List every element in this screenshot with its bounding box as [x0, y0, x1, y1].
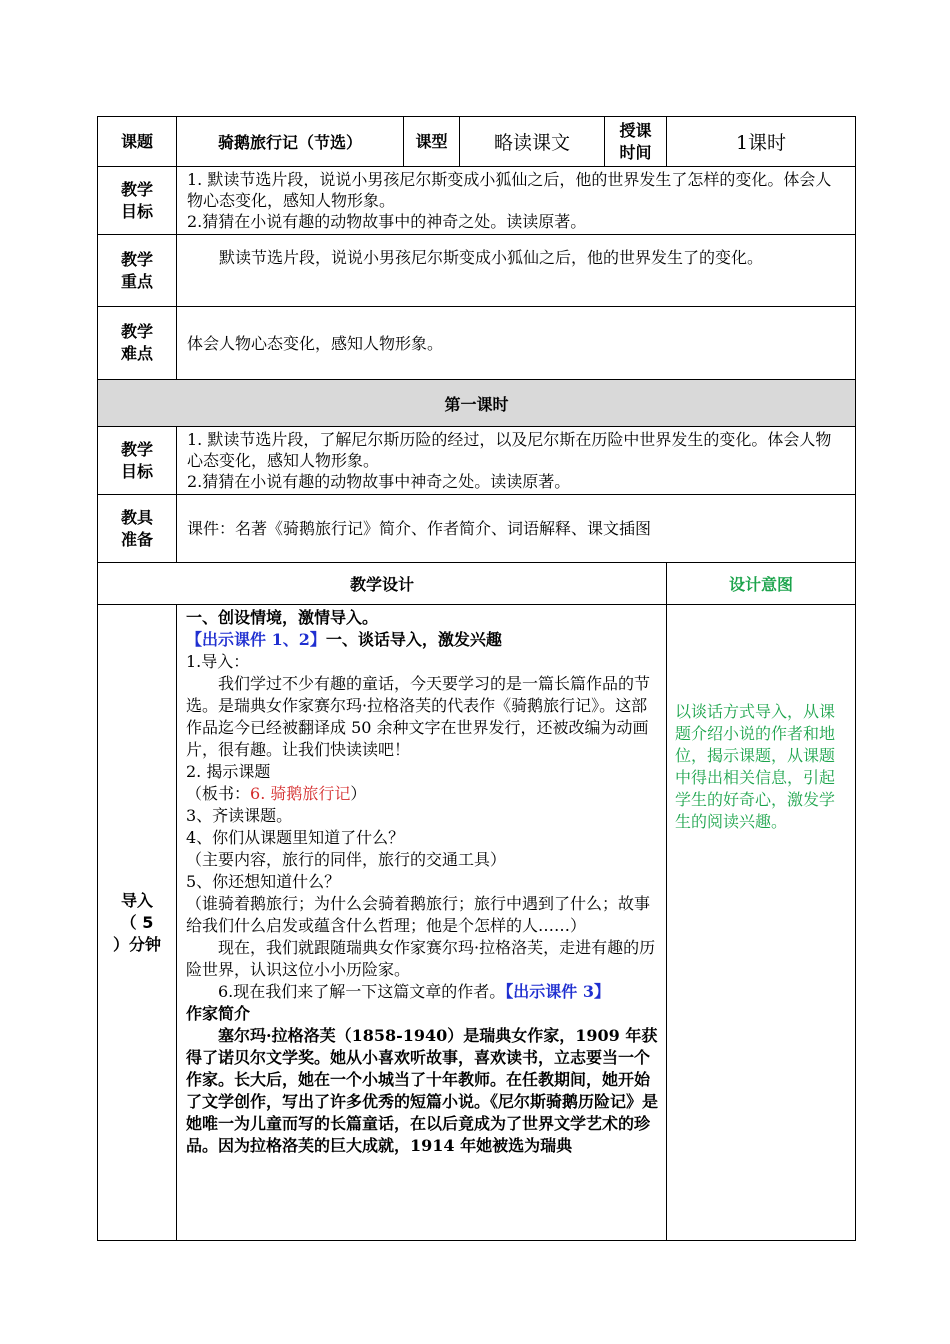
design-body-row	[98, 605, 856, 1241]
hours-label-line1: 授课	[619, 120, 652, 140]
goals-text	[177, 167, 856, 235]
design-answer-2: （谁骑着鹅旅行；为什么会骑着鹅旅行；旅行中遇到了什么；故事给我们什么启发或蕴含什么哲理；他是个怎样的人……）	[186, 894, 651, 935]
design-intro-text: 我们学过不少有趣的童话，今天要学习的是一篇长篇作品的节选。是瑞典女作家赛尔玛·拉格洛芙的代表作《骑鹅旅行记》。这部作品迄今已经被翻译成 50 余种文字在世界发行，还被改编为动画片，很有趣。让我们快读读吧！	[186, 674, 651, 759]
difficulties-label	[98, 307, 177, 380]
prep-row	[98, 495, 856, 563]
design-question-2: 5、你还想知道什么？	[186, 872, 341, 891]
keypoints-label	[98, 235, 177, 307]
prep-label-line1: 教具	[120, 507, 153, 527]
header-row	[98, 117, 856, 167]
keypoints-text	[177, 235, 856, 307]
goals-row	[98, 167, 856, 235]
author-profile-text: 塞尔玛·拉格洛芙（1858-1940）是瑞典女作家，1909 年获得了诺贝尔文学奖。她从小喜欢听故事，喜欢读书，立志要当一个作家。长大后，她在一个小城当了十年教师。在任教期间，她开始了文学创作，写出了许多优秀的短篇小说。《尼尔斯骑鹅历险记》是她唯一为儿童而写的长篇童话，在以后竟成为了世界文学艺术的珍品。因为拉格洛芙的巨大成就，1914 年她被选为瑞典	[186, 1026, 659, 1155]
prep-text: 课件：名著《骑鹅旅行记》简介、作者简介、词语解释、课文插图	[177, 495, 856, 563]
keypoints-label-line1: 教学	[120, 249, 153, 269]
design-intent: 以谈话方式导入，从课题介绍小说的作者和地位，揭示课题，从课题中得出相关信息，引起学生的好奇心，激发学生的阅读兴趣。	[667, 605, 856, 1241]
design-intro-label: 1.导入：	[186, 652, 250, 671]
design-read-title: 3、齐读课题。	[186, 806, 293, 825]
prep-label	[98, 495, 177, 563]
design-transition: 现在，我们就跟随瑞典女作家赛尔玛·拉格洛芙，走进有趣的历险世界，认识这位小小历险家。	[186, 938, 656, 979]
design-header-row	[98, 563, 856, 605]
design-author-intro	[186, 981, 658, 1003]
design-answer-1: （主要内容，旅行的同伴，旅行的交通工具）	[186, 850, 507, 869]
stage-label-line3: ）分钟	[112, 934, 161, 954]
stage-label	[98, 605, 177, 1241]
difficulties-label-line2: 难点	[120, 344, 153, 363]
courseware-tag-3: 【出示课件 3】	[505, 982, 610, 1001]
goals-label	[98, 167, 177, 235]
stage-label-line1: 导入	[120, 890, 153, 910]
goals-label-line1: 教学	[120, 179, 153, 199]
lesson-one-goals-label	[98, 427, 177, 495]
goals-label-line2: 目标	[120, 201, 153, 221]
design-step-heading: 一、创设情境，激情导入。	[186, 608, 379, 627]
topic-value: 骑鹅旅行记（节选）	[177, 117, 404, 167]
difficulties-text: 体会人物心态变化，感知人物形象。	[177, 307, 856, 380]
type-label: 课型	[404, 117, 460, 167]
keypoints-paragraph: 默读节选片段，说说小男孩尼尔斯变成小狐仙之后，他的世界发生了的变化。	[219, 248, 764, 267]
blackboard-close: ）	[350, 784, 367, 803]
stage-label-line2: （ 5	[120, 912, 154, 932]
lesson-plan-table	[97, 116, 856, 1241]
lesson-one-goal-line-2: 2.猜猜在小说有趣的动物故事中神奇之处。读读原著。	[187, 472, 571, 491]
keypoints-row	[98, 235, 856, 307]
lesson-one-title: 第一课时	[98, 380, 856, 427]
hours-label-line2: 时间	[619, 142, 652, 162]
lesson-one-goals-label-line2: 目标	[120, 461, 153, 481]
blackboard-open: （板书：	[186, 784, 251, 803]
hours-label	[605, 117, 667, 167]
author-profile-heading: 作家简介	[186, 1004, 251, 1023]
design-question-1: 4、你们从课题里知道了什么？	[186, 828, 405, 847]
goal-line-1: 1. 默读节选片段，说说小男孩尼尔斯变成小狐仙之后，他的世界发生了怎样的变化。体会人物心态变化，感知人物形象。	[187, 170, 832, 210]
courseware-heading-1: 一、谈话导入，激发兴趣	[325, 630, 502, 649]
design-content	[177, 605, 667, 1241]
goal-line-2: 2.猜猜在小说有趣的动物故事中的神奇之处。读读原著。	[187, 212, 587, 231]
design-blackboard	[186, 783, 658, 805]
author-intro-text: 6.现在我们来了解一下这篇文章的作者。	[218, 982, 506, 1001]
prep-label-line2: 准备	[120, 529, 153, 549]
lesson-one-goals-label-line1: 教学	[120, 439, 153, 459]
blackboard-title: 6. 骑鹅旅行记	[250, 784, 351, 803]
lesson-one-title-row	[98, 380, 856, 427]
intent-title: 设计意图	[667, 563, 856, 605]
difficulties-row	[98, 307, 856, 380]
design-courseware-1	[186, 629, 658, 651]
courseware-tag-1: 【出示课件 1、2】	[186, 630, 326, 649]
lesson-one-goal-line-1: 1. 默读节选片段，了解尼尔斯历险的经过，以及尼尔斯在历险中世界发生的变化。体会人物心态变化，感知人物形象。	[187, 430, 832, 470]
lesson-one-goals-text	[177, 427, 856, 495]
design-title: 教学设计	[98, 563, 667, 605]
keypoints-label-line2: 重点	[120, 271, 153, 291]
type-value: 略读课文	[460, 117, 605, 167]
topic-label: 课题	[98, 117, 177, 167]
hours-value: 1课时	[667, 117, 856, 167]
difficulties-label-line1: 教学	[120, 322, 153, 341]
lesson-one-goals-row	[98, 427, 856, 495]
design-reveal-title: 2. 揭示课题	[186, 762, 271, 781]
